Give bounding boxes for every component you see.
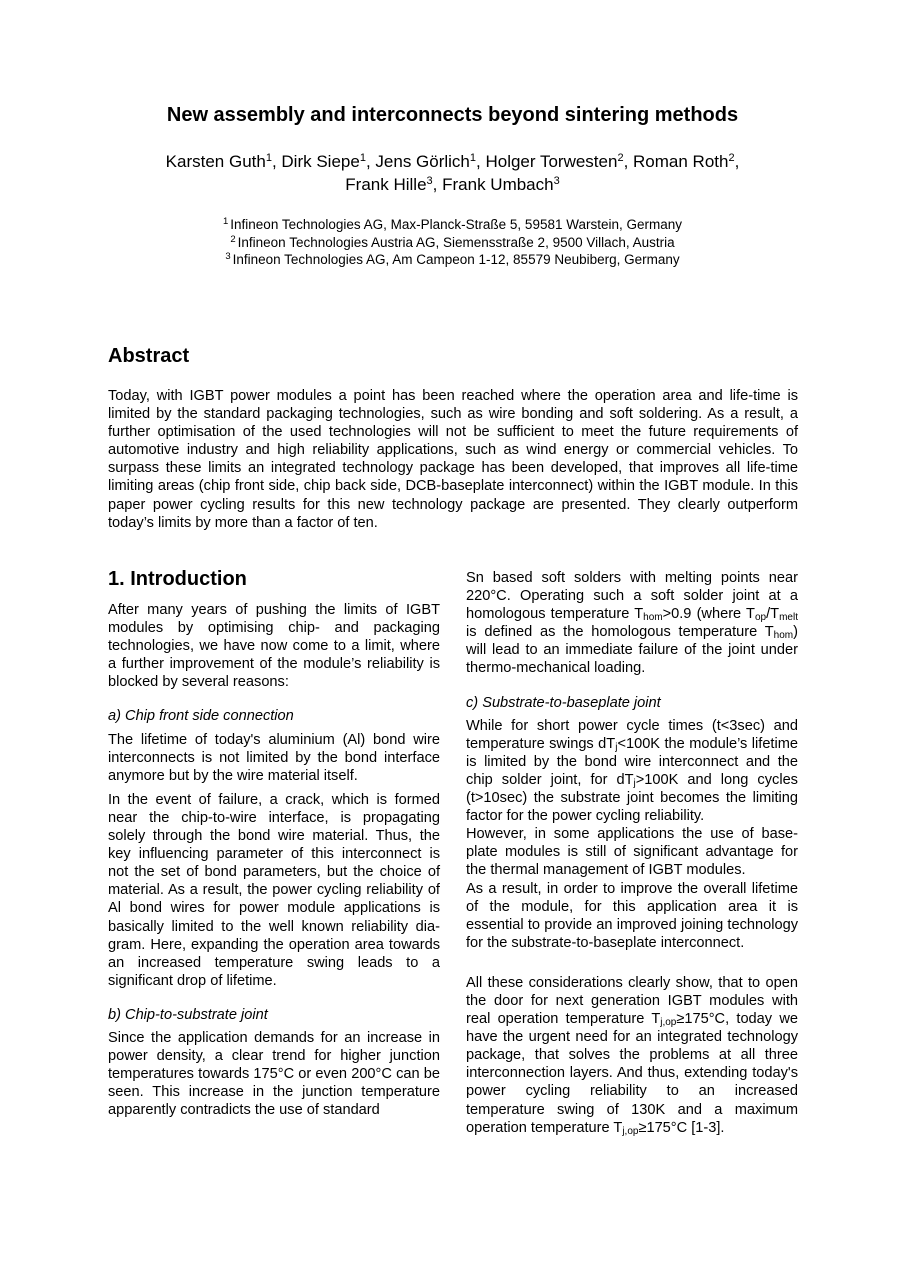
author-affiliation-mark: 2 [728, 152, 735, 164]
affiliation-list [0, 216, 905, 269]
subsection-heading-chip-to-substrate: b) Chip-to-substrate joint [108, 1006, 268, 1023]
subscript: j,op [660, 1017, 677, 1029]
paragraph-chip-to-substrate: Since the application demands for an increase in power density, a clear trend for higher junction temperatures towards 175°C or even 200°C can be seen. This increase in the junction temperature apparently contradicts the use of standard [108, 1029, 440, 1119]
left-column [108, 566, 440, 1119]
author-name: Jens Görlich [375, 152, 470, 171]
affiliation-number: 1 [222, 216, 229, 227]
text-run: Sn based soft solders with melting points near 220°C. Operating such a soft solder joint at a homologous temperature T [466, 570, 798, 623]
author-name: Frank Umbach [442, 175, 554, 194]
author-affiliation-mark: 2 [617, 152, 624, 164]
subscript: hom [773, 630, 794, 642]
affiliation-number: 2 [230, 233, 236, 245]
author-name: Karsten Guth [165, 152, 266, 171]
author-affiliation-mark: 1 [469, 152, 477, 164]
affiliation-text: Infineon Technologies Austria AG, Siemensstraße 2, 9500 Villach, Austria [237, 234, 675, 250]
author-name: Roman Roth [633, 152, 729, 171]
subsection-heading-substrate-to-baseplate: c) Substrate-to-baseplate joint [466, 694, 661, 711]
text-run: is defined as the homologous temperature T [466, 624, 774, 641]
paragraph-substrate-to-baseplate-3: As a result, in order to improve the overall lifetime of the module, for this application area it is essential to provide an improved joining technology for the substrate-to-baseplate interconnect. [466, 880, 798, 951]
subscript: j,op [622, 1125, 639, 1137]
author-name: Dirk Siepe [281, 152, 360, 171]
abstract-text: Today, with IGBT power modules a point has been reached where the operation area and life-time is limited by the standard packaging technologies, such as wire bonding and soft soldering. As a result, a further optimisation of the used technologies will not be sufficient to meet the future requirements of automotive industry and high reliability applications, such as wind energy or commercial vehicles. To surpass these limits an integrated technology package has been developed, that improves all life-time limiting areas (chip front side, chip back side, DCB-baseplate interconnect) within the IGBT module. In this paper power cycling results for this new technology package are presented. They clearly outperform today’s limits by more than a factor of ten. [108, 388, 798, 531]
paragraph-chip-to-substrate-continued [466, 569, 798, 678]
affiliation-text: Infineon Technologies AG, Am Campeon 1-12, 85579 Neubiberg, Germany [232, 252, 680, 267]
text-run: >100K and long cycles (t>10sec) the substrate joint becomes the limiting factor for the power cycling reliability. [466, 771, 798, 825]
text-run: >0.9 (where T [662, 606, 755, 623]
author-affiliation-mark: 1 [265, 152, 272, 164]
text-run: ≥175°C, today we have the urgent need for an integrated technology package, that solves the problems at all three interconnection layers. And thus, extending today's power cycling reliability to an increased temperature swing of 130K and a maximum operation temperature T [466, 1011, 798, 1136]
section-heading-introduction: 1. Introduction [108, 568, 247, 590]
author-list: Karsten Guth$^1$, Dirk Siepe$^1$, Jens Görlich$^1$, Holger Torwesten$^2$, Roman Roth$^2$, Frank Hille$^3$, Frank Umbach$^3$ [165, 152, 740, 194]
affiliation-line [0, 251, 905, 269]
subscript: op [754, 612, 767, 624]
author-name: Frank Hille [345, 175, 427, 194]
paragraph-chip-front-side-2: In the event of failure, a crack, which is formed near the chip-to-wire interface, is propagating solely through the bond wire material. Thus, the key influencing parameter of this interconnect is not the set of bond parameters, but the choice of material. As a result, the power cycling reliability of Al bond wires for power module applications is basically limited to the well known reliability diagram. Here, expanding the operation area towards an increased temperature swing leads to a significant drop of lifetime. [108, 791, 440, 989]
author-affiliation-mark: 3 [426, 175, 433, 187]
affiliation-line [0, 216, 905, 234]
author-affiliation-mark: 3 [553, 175, 560, 187]
subscript: melt [779, 612, 798, 624]
author-name: Holger Torwesten [485, 152, 618, 171]
intro-paragraph: After many years of pushing the limits of IGBT modules by optimising chip- and packaging technologies, we have now come to a limit, where a further improvement of the module’s reliability is blocked by several reasons: [108, 602, 440, 691]
text-run: All these considerations clearly show, that to open the door for next generation IGBT modules with real operation temperature T [466, 974, 798, 1028]
subsection-heading-chip-front-side: a) Chip front side connection [108, 708, 294, 725]
affiliation-number: 3 [225, 251, 231, 262]
subscript: j [615, 741, 618, 753]
text-run: ) will lead to an immediate failure of the joint under thermo-mechanical loading. [466, 624, 798, 677]
paragraph-substrate-to-baseplate-2: However, in some applications the use of baseplate modules is still of significant advantage for the thermal management of IGBT modules. [466, 826, 798, 879]
affiliation-line [0, 234, 905, 252]
text-run: While for short power cycle times (t<3sec) and temperature swings dT [466, 717, 798, 752]
affiliation-text: Infineon Technologies AG, Max-Planck-Straße 5, 59581 Warstein, Germany [230, 217, 683, 232]
paragraph-conclusion [466, 974, 798, 1137]
subscript: hom [643, 612, 663, 624]
subscript: j [633, 777, 636, 789]
text-run: ≥175°C [1-3]. [638, 1119, 725, 1136]
text-run: <100K the module’s lifetime is limited by the bond wire interconnect and the chip solder joint, for dT [466, 735, 799, 788]
text-run: /T [766, 606, 780, 623]
paper-title: New assembly and interconnects beyond sintering methods [166, 104, 739, 126]
right-column [466, 569, 798, 1137]
paragraph-chip-front-side-1: The lifetime of today's aluminium (Al) bond wire interconnects is not limited by the bond interface anymore but by the wire material itself. [108, 731, 440, 784]
author-affiliation-mark: 1 [359, 152, 366, 164]
abstract-heading: Abstract [108, 345, 190, 367]
paragraph-substrate-to-baseplate-1 [466, 717, 798, 826]
